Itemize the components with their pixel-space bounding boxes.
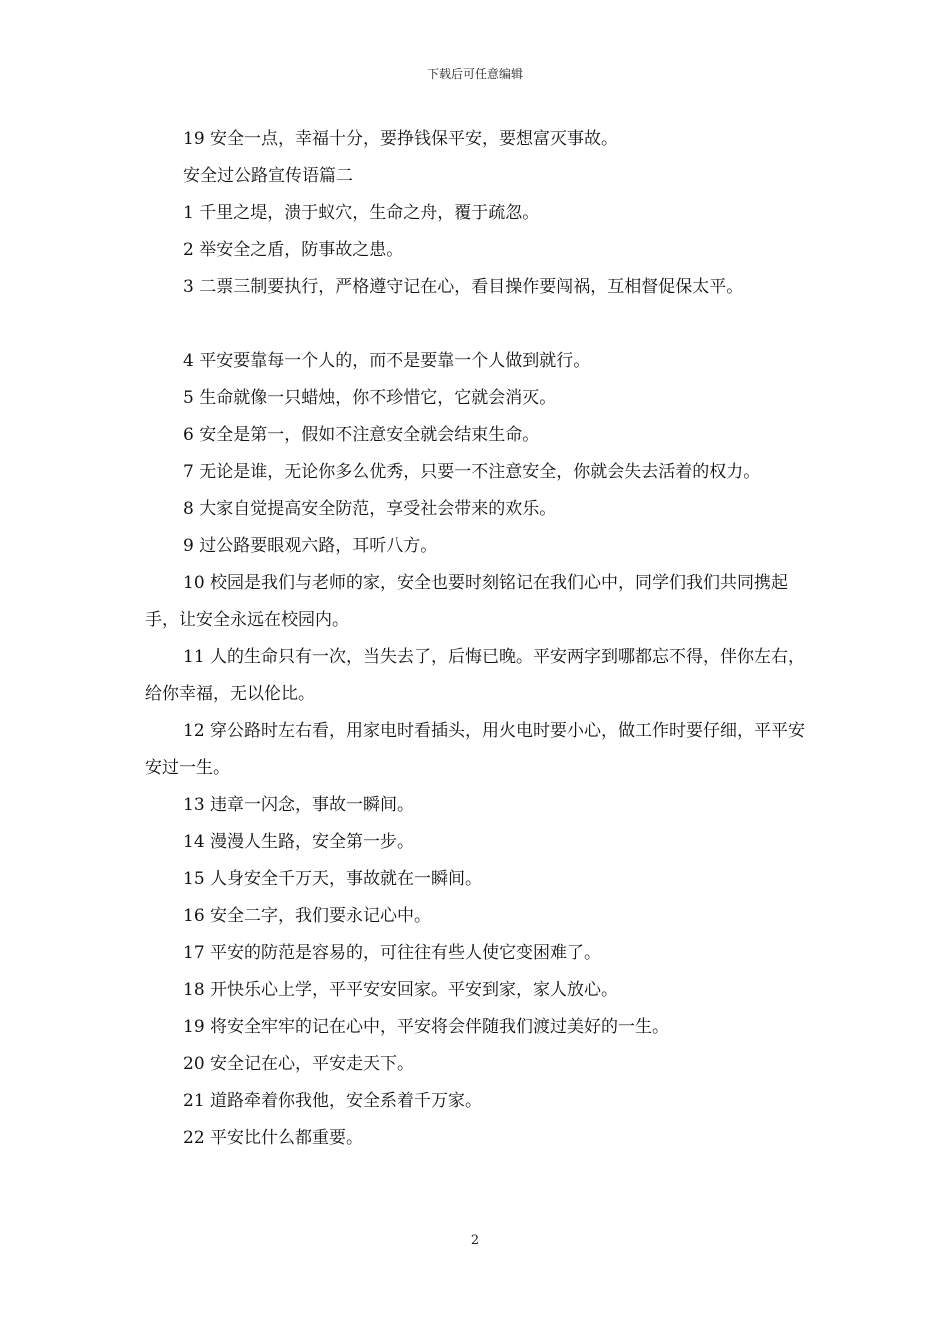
- paragraph-16: 16 安全二字，我们要永记心中。: [183, 906, 432, 926]
- paragraph-11: 11 人的生命只有一次，当失去了，后悔已晚。平安两字到哪都忘不得，伴你左右，给你幸福，无以伦比。: [145, 647, 806, 704]
- paragraph-1: 1 千里之堤，溃于蚁穴，生命之舟，覆于疏忽。: [183, 203, 540, 223]
- paragraph-4: 4 平安要靠每一个人的，而不是要靠一个人做到就行。: [183, 351, 591, 371]
- paragraph-19: 19 将安全牢牢的记在心中，平安将会伴随我们渡过美好的一生。: [183, 1017, 670, 1037]
- paragraph-19-intro: 19 安全一点，幸福十分，要挣钱保平安，要想富灭事故。: [183, 129, 619, 149]
- paragraph-17: 17 平安的防范是容易的，可往往有些人使它变困难了。: [183, 943, 602, 963]
- paragraph-14: 14 漫漫人生路，安全第一步。: [183, 832, 415, 852]
- paragraph-7: 7 无论是谁，无论你多么优秀，只要一不注意安全，你就会失去活着的权力。: [183, 462, 761, 482]
- paragraph-13: 13 违章一闪念，事故一瞬间。: [183, 795, 415, 815]
- paragraph-8: 8 大家自觉提高安全防范，享受社会带来的欢乐。: [183, 499, 557, 519]
- document-body: [145, 121, 815, 1157]
- paragraph-18: 18 开快乐心上学，平平安安回家。平安到家，家人放心。: [183, 980, 619, 1000]
- paragraph-21: 21 道路牵着你我他，安全系着千万家。: [183, 1091, 483, 1111]
- section-heading: 安全过公路宣传语篇二: [183, 166, 353, 186]
- paragraph-2: 2 举安全之盾，防事故之患。: [183, 240, 404, 260]
- paragraph-10: 10 校园是我们与老师的家，安全也要时刻铭记在我们心中，同学们我们共同携起手，让安全永远在校园内。: [145, 573, 789, 630]
- paragraph-3: 3 二票三制要执行，严格遵守记在心，看目操作要闯祸，互相督促保太平。: [183, 277, 744, 297]
- paragraph-15: 15 人身安全千万天，事故就在一瞬间。: [183, 869, 483, 889]
- paragraph-20: 20 安全记在心，平安走天下。: [183, 1054, 415, 1074]
- paragraph-5: 5 生命就像一只蜡烛，你不珍惜它，它就会消灭。: [183, 388, 557, 408]
- paragraph-22: 22 平安比什么都重要。: [183, 1128, 364, 1148]
- page-number: 2: [470, 1233, 480, 1248]
- paragraph-9: 9 过公路要眼观六路，耳听八方。: [183, 536, 438, 556]
- page-header-note: 下载后可任意编辑: [426, 67, 523, 81]
- paragraph-6: 6 安全是第一，假如不注意安全就会结束生命。: [183, 425, 540, 445]
- paragraph-12: 12 穿公路时左右看，用家电时看插头，用火电时要小心，做工作时要仔细，平平安安过一生。: [145, 721, 806, 778]
